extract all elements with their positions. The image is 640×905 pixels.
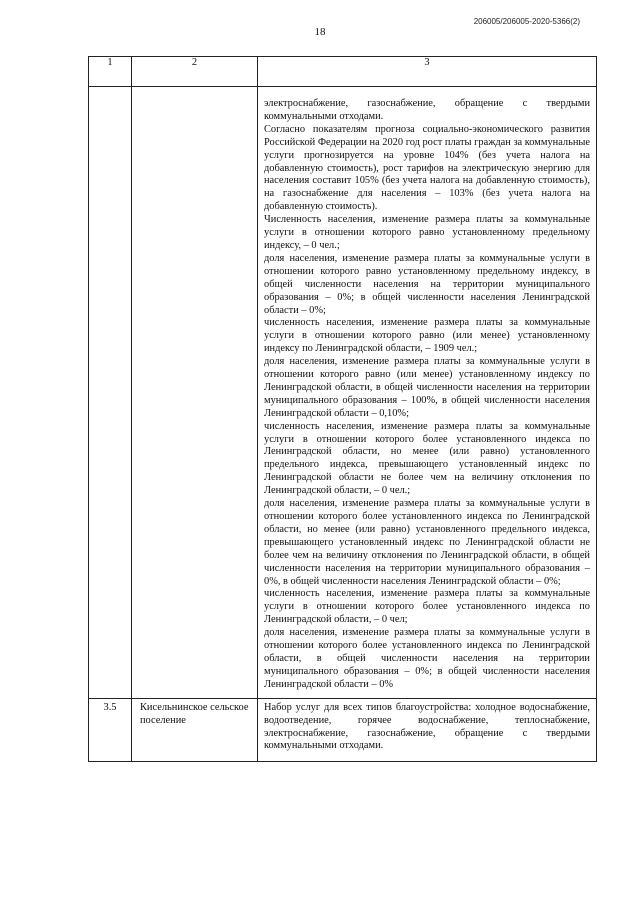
paragraph: доля населения, изменение размера платы за коммунальные услуги в отношении которого более установленного индекса по Ленинградской области, в общей численности населения на территории муниципального образования – 0%; в общей численности населения Ленинградской области – 0% [264,627,590,690]
paragraph: электроснабжение, газоснабжение, обращение с твердыми коммунальными отходами. [264,98,590,122]
paragraph: доля населения, изменение размера платы за коммунальные услуги в отношении которого более установленного индекса по Ленинградской области, но менее (или равно) установленного предельного индекса, превышающего установленный индекс по Ленинградской области не более чем на величину отклонения по Ленинградской области, в общей численности населения на территории муниципального образования – 0%, в общей численности населения Ленинградской области – 0%; [264,498,590,587]
paragraph: доля населения, изменение размера платы за коммунальные услуги в отношении которого равно установленному предельному индексу, в общей численности населения на территории муниципального образования – 0%; в общей численности населения Ленинградской области – 0%; [264,252,590,316]
paragraph: Численность населения, изменение размера платы за коммунальные услуги в отношении которого равно установленному предельному индексу, – 0 чел.; [264,214,590,251]
paragraph: численность населения, изменение размера платы за коммунальные услуги в отношении которого равно (или менее) установленному индексу по Ленинградской области, – 1909 чел.; [264,317,590,355]
column-header-2: 2 [132,57,258,87]
paragraph: доля населения, изменение размера платы за коммунальные услуги в отношении которого равно (или менее) установленному индексу по Ленинградской области, в общей численности населения на территории муниципального образования – 100%, в общей численности населения Ленинградской области – 0,10%; [264,356,590,419]
page-number: 18 [314,26,326,38]
cell-name-empty [132,87,258,699]
cell-description [258,87,597,699]
column-header-3: 3 [258,57,597,87]
paragraph: Набор услуг для всех типов благоустройства: холодное водоснабжение, водоотведение, горячее водоснабжение, теплоснабжение, электроснабжение, газоснабжение, обращение с твердыми коммунальными отходами. [264,701,590,752]
paragraph: численность населения, изменение размера платы за коммунальные услуги в отношении которого более установленного индекса по Ленинградской области, – 0 чел; [264,588,590,626]
data-table [88,56,597,762]
table-row-3-5 [89,698,597,762]
settlement-name: Кисельнинское сельское поселение [132,698,258,762]
row-number: 3.5 [89,698,132,762]
paragraph: численность населения, изменение размера платы за коммунальные услуги в отношении которого более установленного индекса по Ленинградской области, но менее (или равно) установленного предельного индекса, превышающего установленный индекс по Ленинградской области не более чем на величину отклонения по Ленинградской области, – 0 чел.; [264,420,590,497]
table-row-continuation [89,87,597,699]
paragraph: Согласно показателям прогноза социально-экономического развития Российской Федерации на 2020 год рост платы граждан за коммунальные услуги прогнозируется на уровне 104% (без учета налога на добавленную стоимость), рост тарифов на электрическую энергию для населения составит 105% (без учета налога на добавленную стоимость), на газоснабжение для населения – 103% (без учета налога на добавленную стоимость). [264,123,590,213]
table-header-row [89,57,597,87]
document-code: 206005/206005-2020-5366(2) [473,17,580,26]
cell-description [258,698,597,762]
column-header-1: 1 [89,57,132,87]
cell-number-empty [89,87,132,699]
